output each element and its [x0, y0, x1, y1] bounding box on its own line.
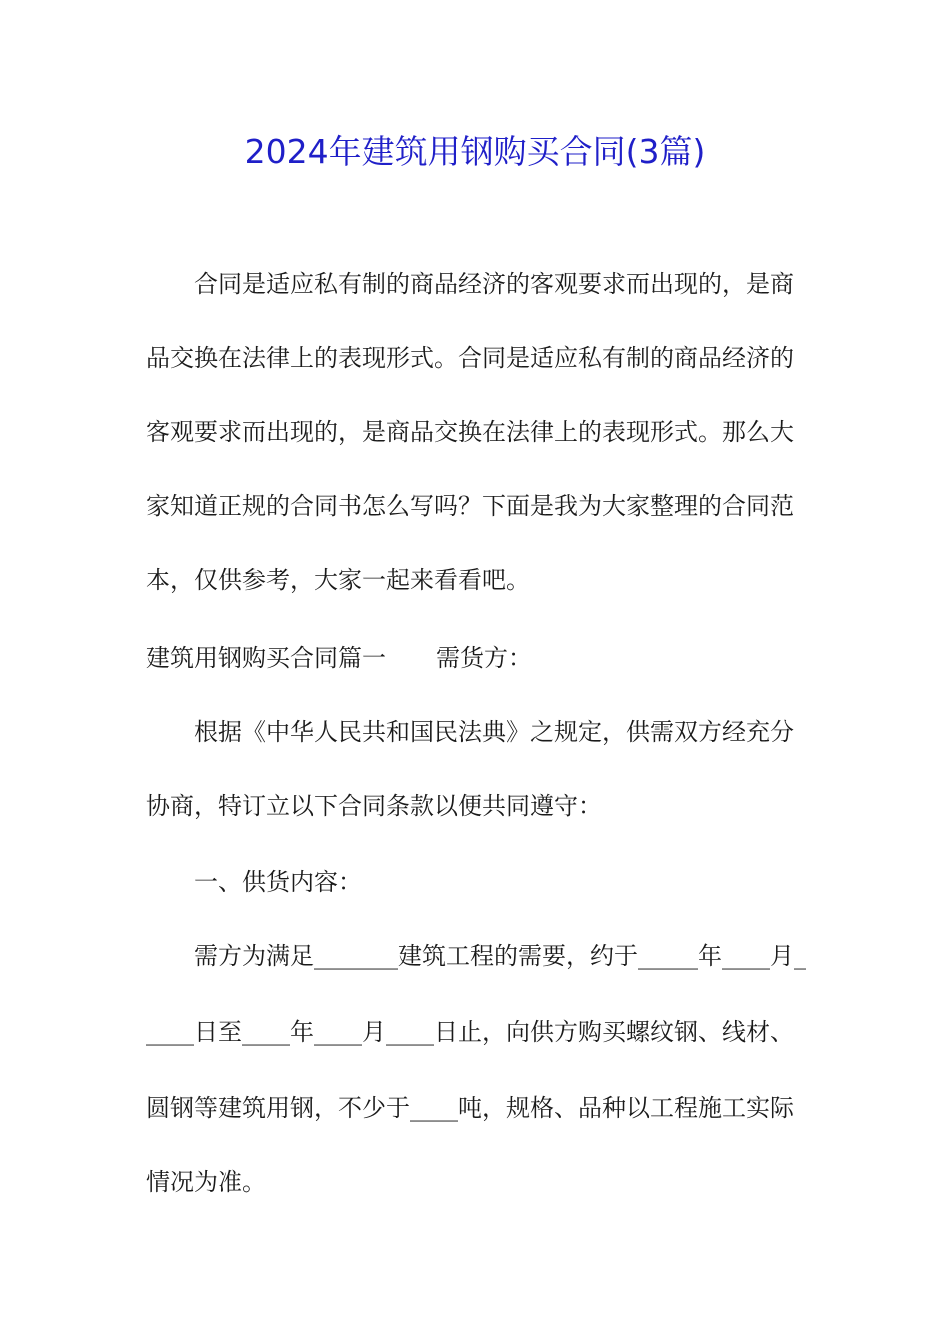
clause1-line-1: 需方为满足_______建筑工程的需要，约于_____年____月_: [194, 942, 806, 970]
clause1-line-4: 情况为准。: [146, 1168, 266, 1196]
clause1-heading: 一、供货内容：: [194, 868, 362, 896]
buyer-label: 需货方：: [436, 644, 532, 672]
section-heading-row: [146, 640, 532, 676]
intro-line-5: 本，仅供参考，大家一起来看看吧。: [146, 566, 530, 594]
document-title: 2024年建筑用钢购买合同(3篇): [244, 132, 706, 171]
intro-line-4: 家知道正规的合同书怎么写吗？下面是我为大家整理的合同范: [146, 492, 794, 520]
basis-line-2: 协商，特订立以下合同条款以便共同遵守：: [146, 792, 602, 820]
intro-line-2: 品交换在法律上的表现形式。合同是适应私有制的商品经济的: [146, 344, 794, 372]
intro-line-3: 客观要求而出现的，是商品交换在法律上的表现形式。那么大: [146, 418, 794, 446]
basis-line-1: 根据《中华人民共和国民法典》之规定，供需双方经充分: [194, 718, 794, 746]
clause1-line-2: ____日至____年____月____日止，向供方购买螺纹钢、线材、: [146, 1018, 794, 1046]
intro-line-1: 合同是适应私有制的商品经济的客观要求而出现的，是商: [194, 270, 794, 298]
clause1-line-3: 圆钢等建筑用钢，不少于____吨，规格、品种以工程施工实际: [146, 1094, 794, 1122]
section-heading: 建筑用钢购买合同篇一: [146, 644, 386, 672]
